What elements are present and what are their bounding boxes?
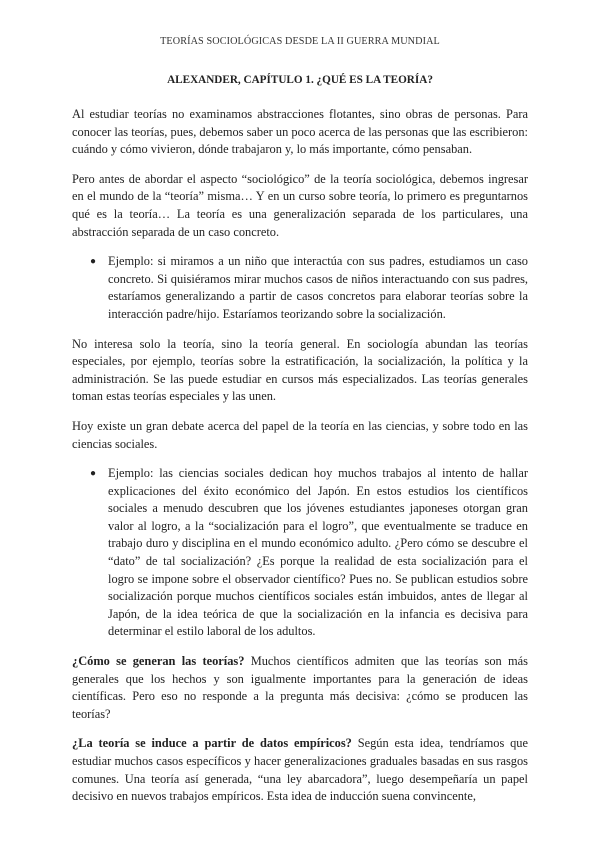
list-item-text: Ejemplo: las ciencias sociales dedican hoy muchos trabajos al intento de hallar explicaciones del éxito económico del Japón. En estos estudios los científicos sociales a menudo descubren que los jóvenes estudiantes japoneses otorgan gran valor al logro, a la “socialización para el logro”, que eventualmente se traduce en trabajo duro y disciplina en el mundo económico adulto. ¿Pero cómo se descubre el “dato” de tal socialización? ¿Es porque la realidad de esta socialización para el logro se impone sobre el observador científico? Pues no. Se publican estudios sobre socialización porque muchos científicos sociales están imbuidos, antes de llegar al Japón, de la idea teórica de que la socialización en la infancia es decisiva para determinar el estilo laboral de los adultos. [108, 466, 528, 639]
paragraph-debate: Hoy existe un gran debate acerca del papel de la teoría en las ciencias, y sobre todo en las ciencias sociales. [72, 418, 528, 451]
paragraph-how-theories [72, 653, 528, 723]
list-item-text: Ejemplo: si miramos a un niño que interactúa con sus padres, estudiamos un caso concreto. Si quisiéramos mirar muchos casos de niños interactuando con sus padres, estaríamos generalizando a partir de casos concretos para elaborar teorías sobre la interacción padre/hijo. Estaríamos teorizando sobre la socialización. [108, 254, 528, 321]
paragraph-intro: Al estudiar teorías no examinamos abstracciones flotantes, sino obras de personas. Para conocer las teorías, pues, debemos saber un poco acerca de las personas que las escribieron: cuándo y cómo vivieron, dónde trabajaron y, lo más importante, cómo pensaban. [72, 107, 528, 157]
list-item [90, 253, 528, 323]
chapter-title: ALEXANDER, CAPÍTULO 1. ¿QUÉ ES LA TEORÍA? [167, 74, 433, 86]
paragraph-induction [72, 735, 528, 805]
paragraph-theory-definition: Pero antes de abordar el aspecto “sociológico” de la teoría sociológica, debemos ingresar en el mundo de la “teoría” misma… Y en un curso sobre teoría, lo primero es preguntarnos qué es la teoría… La teoría es una generalización separada de los particulares, una abstracción separada de un caso concreto. [72, 171, 528, 239]
example-list-2 [72, 465, 528, 641]
running-header: TEORÍAS SOCIOLÓGICAS DESDE LA II GUERRA MUNDIAL [160, 36, 440, 47]
question-heading: ¿Cómo se generan las teorías? [72, 654, 245, 669]
bullet-icon: ● [90, 256, 97, 268]
paragraph-text: Según esta idea, tendríamos que estudiar muchos casos específicos y hacer generalizaciones graduales basadas en sus rasgos comunes. Una teoría así generada, “una ley abarcadora”, luego desempeñaría un papel decisivo en nuevos trabajos empíricos. Esta idea de inducción suena convincente, [72, 736, 528, 804]
list-item [90, 465, 528, 641]
example-list-1 [72, 253, 528, 323]
bullet-icon: ● [90, 468, 97, 480]
question-heading: ¿La teoría se induce a partir de datos empíricos? [72, 736, 352, 751]
paragraph-general-theory: No interesa solo la teoría, sino la teoría general. En sociología abundan las teorías especiales, por ejemplo, teorías sobre la estratificación, la socialización, la política y la administración. Se las puede estudiar en cursos más especializados. Las teorías generales toman estas teorías especiales y las unen. [72, 336, 528, 404]
paragraph-text: Muchos científicos admiten que las teorías son más generales que los hechos y son igualmente importantes para la generación de ideas científicas. Pero eso no responde a la pregunta más decisiva: ¿cómo se producen las teorías? [72, 654, 528, 721]
